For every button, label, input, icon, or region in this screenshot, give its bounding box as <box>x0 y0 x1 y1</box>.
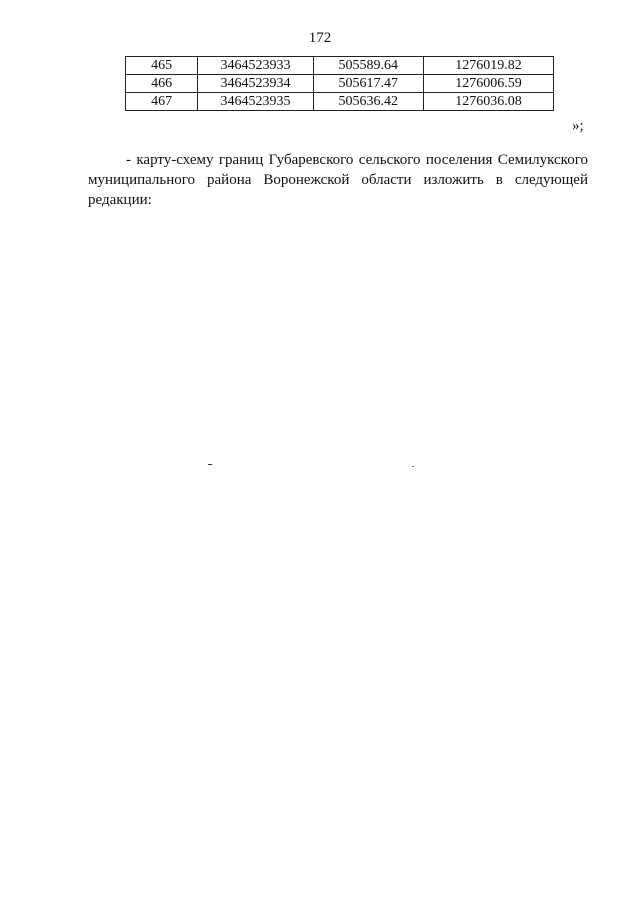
amendment-paragraph: - карту-схему границ Губаревского сельского поселения Семилукского муниципального района Воронежской области изложить в следующей редакции: <box>88 152 588 208</box>
point-number-cell: 465 <box>126 57 198 75</box>
point-number-cell: 466 <box>126 75 198 93</box>
scan-speck <box>208 464 212 465</box>
page-number: 172 <box>308 30 332 46</box>
y-coordinate-cell: 1276006.59 <box>423 75 553 93</box>
y-coordinate-cell: 1276036.08 <box>423 93 553 111</box>
point-id-cell: 3464523934 <box>198 75 313 93</box>
table-row <box>126 93 554 111</box>
x-coordinate-cell: 505636.42 <box>313 93 423 111</box>
x-coordinate-cell: 505617.47 <box>313 75 423 93</box>
table-row <box>126 75 554 93</box>
closing-quote: »; <box>572 118 584 134</box>
point-number-cell: 467 <box>126 93 198 111</box>
scan-speck <box>412 466 414 467</box>
point-id-cell: 3464523933 <box>198 57 313 75</box>
point-id-cell: 3464523935 <box>198 93 313 111</box>
table-row <box>126 57 554 75</box>
x-coordinate-cell: 505589.64 <box>313 57 423 75</box>
y-coordinate-cell: 1276019.82 <box>423 57 553 75</box>
coordinates-table <box>125 56 554 111</box>
